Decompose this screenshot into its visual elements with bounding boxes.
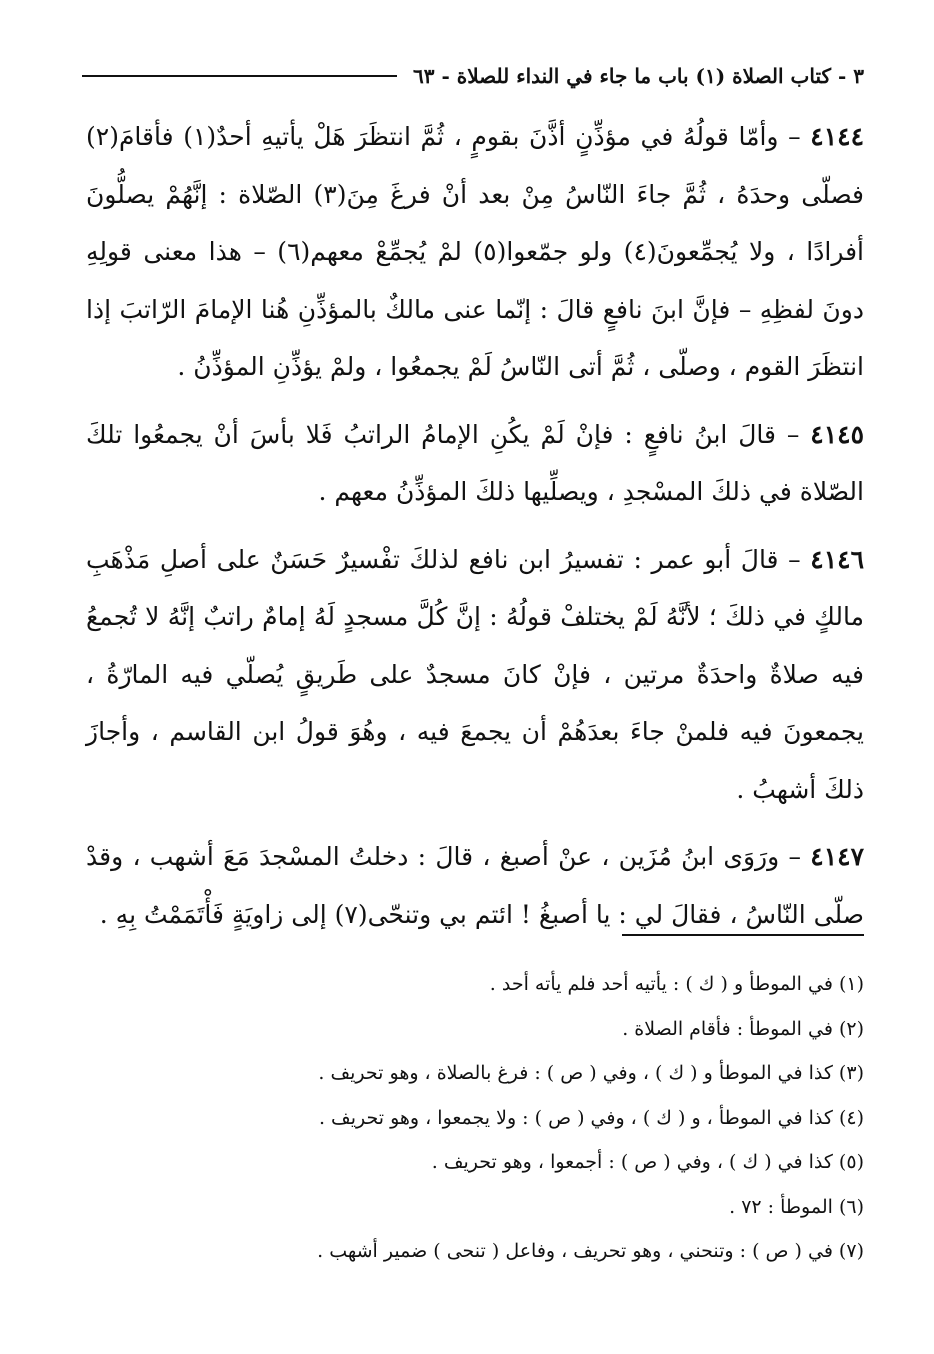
footnote-7: (٧) في ( ص ) : وتنحني ، وهو تحريف ، وفاعل ( تنحى ) ضمير أشهب . bbox=[317, 1240, 864, 1262]
header-rule bbox=[82, 75, 397, 77]
paragraph-number: ٤١٤٥ bbox=[810, 419, 864, 449]
running-header bbox=[82, 58, 864, 94]
footnote-1: (١) في الموطأ و ( ك ) : يأتيه أحد فلم يأته أحد . bbox=[489, 973, 864, 995]
paragraph-4145 bbox=[86, 406, 864, 521]
paragraph-number: ٤١٤٦ bbox=[810, 544, 864, 574]
footnote-separator bbox=[622, 934, 864, 936]
paragraph-text: – قالَ أبو عمر : تفسيرُ ابن نافع لذلكَ تفْسيرٌ حَسَنٌ على أصلِ مَذْهَبِ مالكٍ في ذلكَ ؛ لأنَّهُ لَمْ يختلفْ قولُهُ : إنَّ كُلَّ مسجدٍ لَهُ إمامٌ راتبٌ إنَّهُ لا تُجمعُ فيه صلاةٌ واحدَةٌ مرتين ، فإنْ كانَ مسجدٌ على طَريقٍ يُصلّي فيه المارّةُ ، يجمعونَ فيه فلمنْ جاءَ بعدَهُمْ أن يجمعَ فيه ، وهُوَ قولُ ابن القاسم ، وأجازَ ذلكَ أشهبُ . bbox=[86, 544, 864, 804]
paragraph-text: – وأمّا قولُهُ في مؤذِّنٍ أذَّنَ بقومٍ ، ثُمَّ انتظَرَ هَلْ يأتيهِ أحدٌ(١) فأقامَ(٢) فصلّى وحدَهُ ، ثُمَّ جاءَ النّاسُ مِنْ بعد أنْ فرغَ مِنَ(٣) الصّلاة : إنَّهُمْ يصلُّونَ أفرادًا ، ولا يُجمِّعونَ(٤) ولو جمّعوا(٥) لمْ يُجمِّعْ معهم(٦) – هذا معنى قولِهِ دونَ لفظِهِ – فإنَّ ابنَ نافعٍ قالَ : إنّما عنى مالكٌ بالمؤذِّنِ هُنا الإمامَ الرّاتبَ إذا انتظَرَ القوم ، وصلّى ، ثُمَّ أتى النّاسُ لَمْ يجمعُوا ، ولمْ يؤذِّنِ المؤذِّنُ . bbox=[86, 122, 865, 381]
paragraph-text: – قالَ ابنُ نافعٍ : فإنْ لَمْ يكُنِ الإمامُ الراتبُ فَلا بأسَ أنْ يجمعُوا تلكَ الصّلاة في ذلكَ المسْجدِ ، ويصلِّيها ذلكَ المؤذِّنُ معهم . bbox=[86, 419, 864, 506]
paragraph-4144 bbox=[86, 108, 864, 396]
paragraph-4146 bbox=[86, 531, 864, 819]
header-title: ٣ - كتاب الصلاة (١) باب ما جاء في النداء للصلاة - ٦٣ bbox=[413, 64, 864, 88]
footnote-6: (٦) الموطأ : ٧٢ . bbox=[729, 1195, 864, 1218]
paragraph-4147 bbox=[86, 828, 864, 943]
footnotes bbox=[86, 962, 864, 1274]
paragraph-number: ٤١٤٧ bbox=[810, 842, 864, 871]
footnote-2: (٢) في الموطأ : فأقام الصلاة . bbox=[622, 1017, 864, 1040]
footnote-3: (٣) كذا في الموطأ و ( ك ) ، وفي ( ص ) : فرغ بالصلاة ، وهو تحريف . bbox=[318, 1062, 864, 1084]
footnote-4: (٤) كذا في الموطأ ، و ( ك ) ، وفي ( ص ) : ولا يجمعوا ، وهو تحريف . bbox=[318, 1106, 864, 1129]
footnote-5: (٥) كذا في ( ك ) ، وفي ( ص ) : أجمعوا ، وهو تحريف . bbox=[431, 1151, 864, 1173]
main-text bbox=[86, 108, 864, 953]
paragraph-text: – ورَوَى ابنُ مُزَين ، عنْ أصبغ ، قالَ : دخلتُ المسْجدَ مَعَ أشهب ، وقدْ صلّى النّاسُ ، فقالَ لي : يا أصبغُ ! ائتم بي وتنحّى(٧) إلى زاويَةٍ فَأْتَمَمْتُ بِهِ . bbox=[86, 842, 864, 929]
paragraph-number: ٤١٤٤ bbox=[810, 122, 864, 151]
